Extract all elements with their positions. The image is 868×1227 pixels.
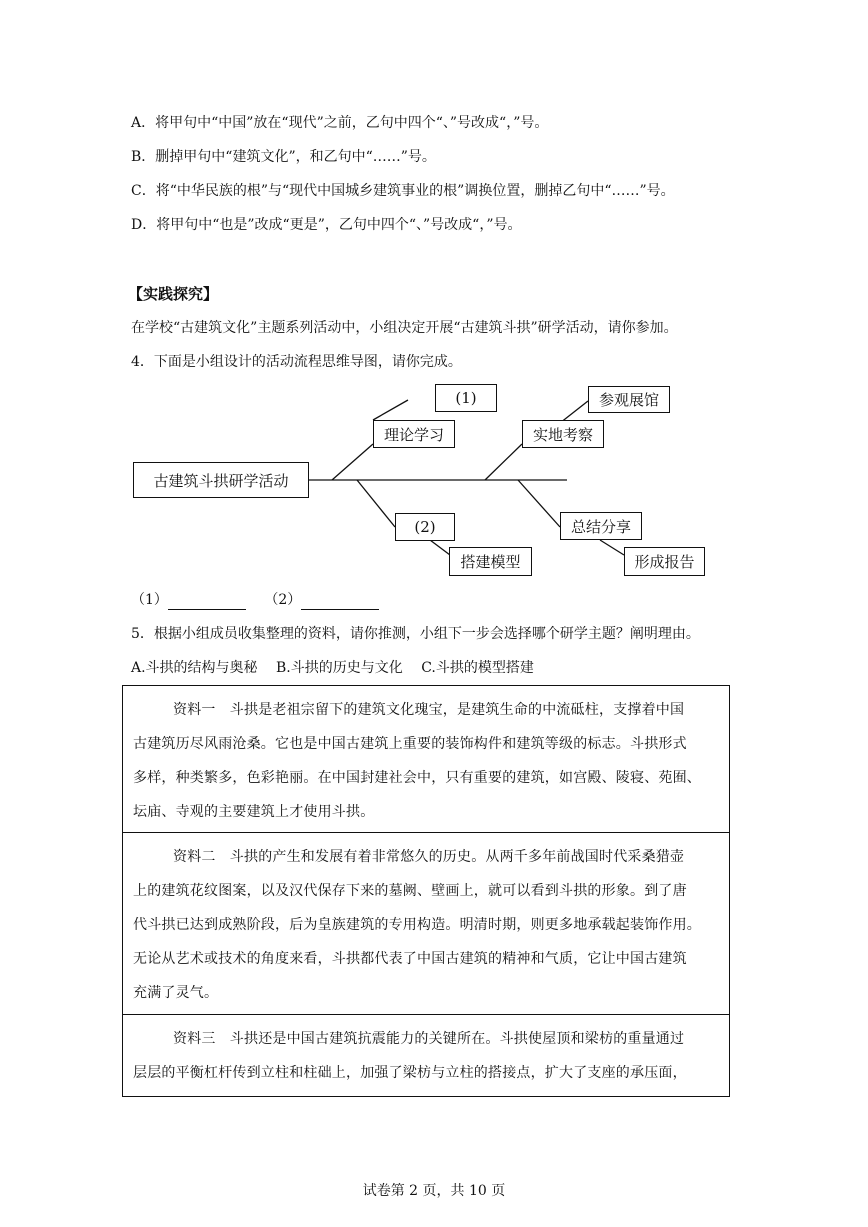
answer-blank-1[interactable] <box>168 594 246 610</box>
mindmap-blank-1: (1) <box>435 384 497 412</box>
mindmap-theory: 理论学习 <box>373 420 455 448</box>
option-a: A．将甲句中“中国”放在“现代”之前，乙句中四个“、”号改成“，”号。 <box>131 115 549 131</box>
q5-option-c: C.斗拱的模型搭建 <box>421 660 534 676</box>
intro-text: 在学校“古建筑文化”主题系列活动中，小组决定开展“古建筑斗拱”研学活动，请你参加。 <box>131 320 678 336</box>
option-d: D．将甲句中“也是”改成“更是”，乙句中四个“、”号改成“，”号。 <box>131 217 522 233</box>
material-2-line-1: 资料二 斗拱的产生和发展有着非常悠久的历史。从两千多年前战国时代采桑猎壶 <box>173 849 685 865</box>
material-3-line-1: 资料三 斗拱还是中国古建筑抗震能力的关键所在。斗拱使屋顶和梁枋的重量通过 <box>173 1031 685 1047</box>
material-2-line-5: 充满了灵气。 <box>133 985 219 1001</box>
material-1-line-3: 多样，种类繁多，色彩艳丽。在中国封建社会中，只有重要的建筑，如宫殿、陵寝、苑囿、 <box>133 770 701 786</box>
material-1-line <box>133 693 713 727</box>
mindmap-model: 搭建模型 <box>449 547 532 576</box>
mindmap-root: 古建筑斗拱研学活动 <box>133 462 309 498</box>
material-2-line <box>133 840 713 874</box>
question-4: 4．下面是小组设计的活动流程思维导图，请你完成。 <box>131 354 462 370</box>
answer-blanks <box>131 590 393 610</box>
material-3-line-2: 层层的平衡杠杆传到立柱和柱础上，加强了梁枋与立柱的搭接点，扩大了支座的承压面， <box>133 1065 687 1081</box>
material-3 <box>123 1015 729 1096</box>
material-2-line-2: 上的建筑花纹图案，以及汉代保存下来的墓阙、壁画上，就可以看到斗拱的形象。到了唐 <box>133 883 687 899</box>
question-5: 5．根据小组成员收集整理的资料，请你推测，小组下一步会选择哪个研学主题？阐明理由。 <box>131 626 700 642</box>
mindmap-blank-2: (2) <box>395 513 455 541</box>
blank-label-2: （2） <box>264 592 302 608</box>
material-1-line-4: 坛庙、寺观的主要建筑上才使用斗拱。 <box>133 804 375 820</box>
material-1-line-1: 资料一 斗拱是老祖宗留下的建筑文化瑰宝，是建筑生命的中流砥柱，支撑着中国 <box>173 702 685 718</box>
page-footer: 试卷第 2 页，共 10 页 <box>362 1183 506 1199</box>
section-title: 【实践探究】 <box>128 285 219 303</box>
material-2-line-4: 无论从艺术或技术的角度来看，斗拱都代表了中国古建筑的精神和气质，它让中国古建筑 <box>133 951 687 967</box>
materials-table <box>122 685 730 1097</box>
q5-option-a: A.斗拱的结构与奥秘 <box>131 660 258 676</box>
material-1 <box>123 686 729 833</box>
q5-option-b: B.斗拱的历史与文化 <box>276 660 403 676</box>
option-b: B．删掉甲句中“建筑文化”，和乙句中“……”号。 <box>131 149 436 165</box>
material-2-line-3: 代斗拱已达到成熟阶段，后为皇族建筑的专用构造。明清时期，则更多地承载起装饰作用。 <box>133 917 701 933</box>
answer-blank-2[interactable] <box>301 594 379 610</box>
mindmap-share: 总结分享 <box>560 512 642 540</box>
mindmap-museum: 参观展馆 <box>588 386 670 413</box>
question-5-options <box>131 658 548 678</box>
option-c: C．将“中华民族的根”与“现代中国城乡建筑事业的根”调换位置，删掉乙句中“……”号。 <box>131 183 675 199</box>
mindmap-field: 实地考察 <box>522 420 604 448</box>
material-3-line <box>133 1022 713 1056</box>
blank-label-1: （1） <box>131 592 168 608</box>
material-1-line-2: 古建筑历尽风雨沧桑。它也是中国古建筑上重要的装饰构件和建筑等级的标志。斗拱形式 <box>133 736 687 752</box>
material-2 <box>123 833 729 1015</box>
mindmap-report: 形成报告 <box>624 547 705 576</box>
